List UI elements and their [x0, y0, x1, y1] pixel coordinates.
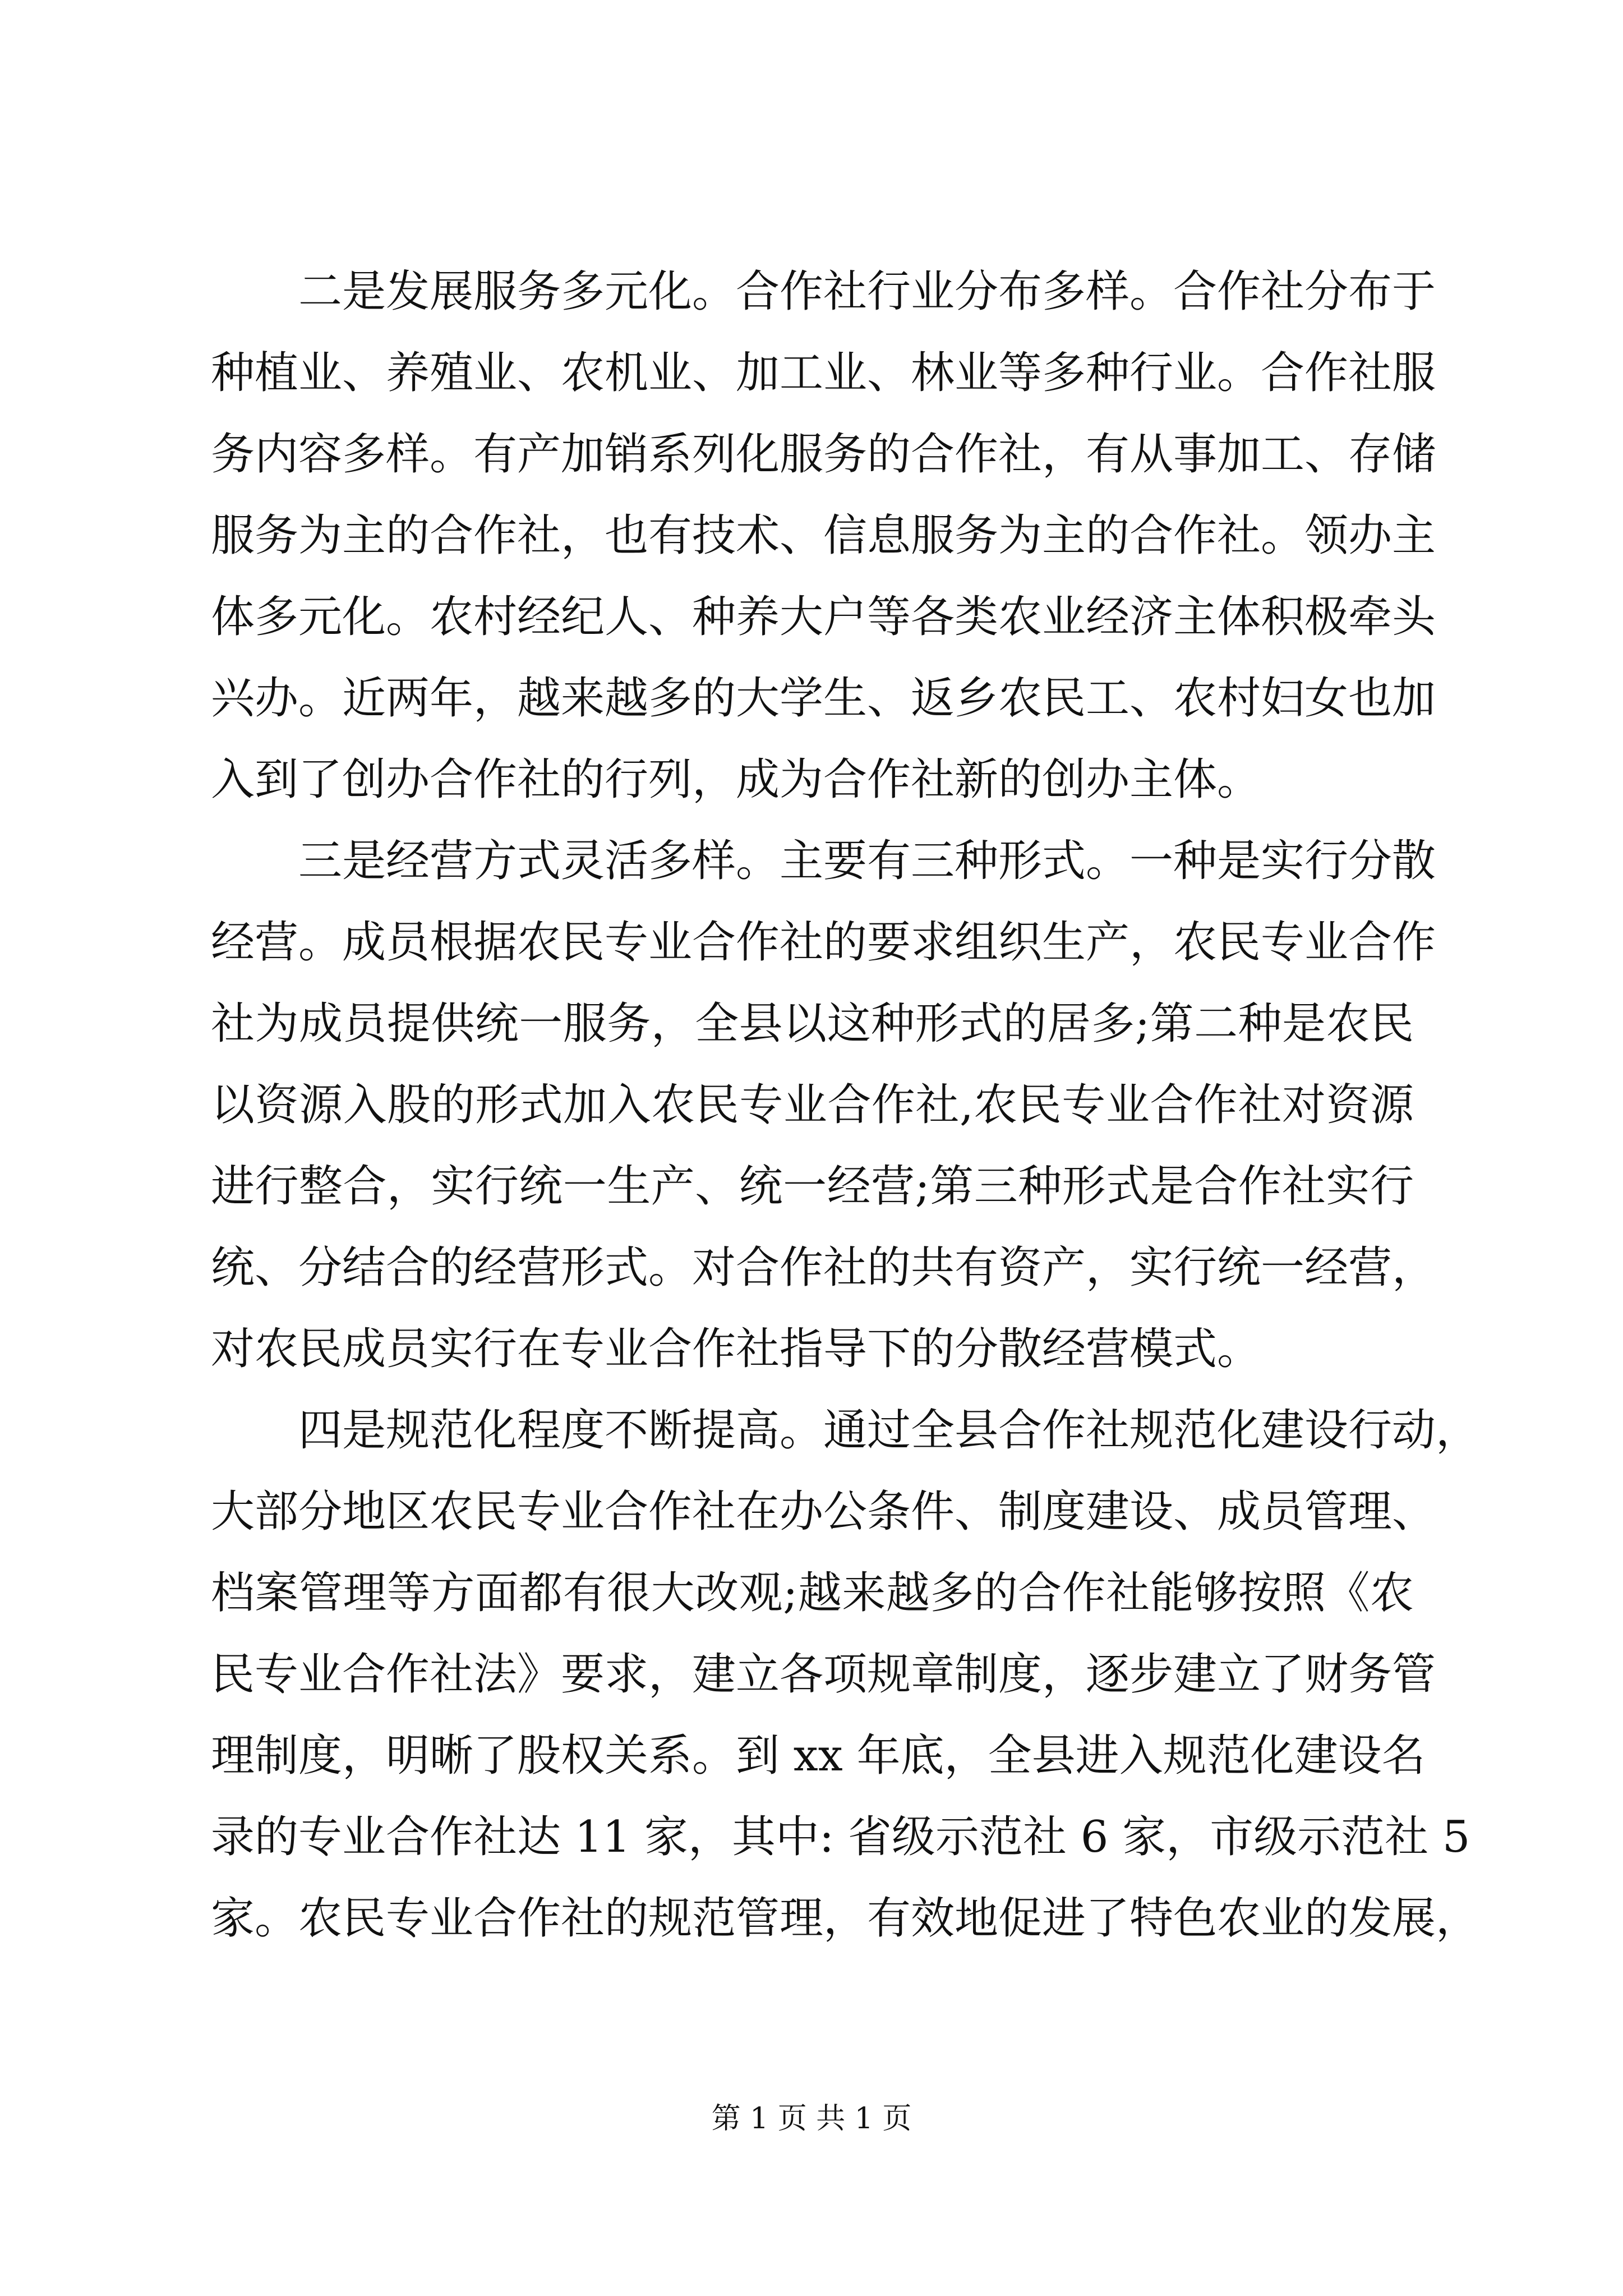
paragraph-line: 二是发展服务多元化。合作社行业分布多样。合作社分布于 — [298, 266, 1436, 317]
paragraph-line: 经营。成员根据农民专业合作社的要求组织生产，农民专业合作 — [211, 917, 1436, 968]
paragraph-line: 四是规范化程度不断提高。通过全县合作社规范化建设行动， — [298, 1405, 1480, 1456]
paragraph-line: 档案管理等方面都有很大改观;越来越多的合作社能够按照《农 — [211, 1568, 1414, 1618]
paragraph-line: 家。农民专业合作社的规范管理，有效地促进了特色农业的发展， — [211, 1893, 1480, 1944]
paragraph-line: 社为成员提供统一服务，全县以这种形式的居多;第二种是农民 — [211, 999, 1414, 1049]
paragraph-line: 以资源入股的形式加入农民专业合作社,农民专业合作社对资源 — [211, 1080, 1414, 1130]
paragraph-line: 入到了创办合作社的行列，成为合作社新的创办主体。 — [211, 754, 1261, 805]
paragraph-line: 对农民成员实行在专业合作社指导下的分散经营模式。 — [211, 1324, 1261, 1374]
document-body — [211, 251, 1480, 1959]
paragraph-line: 民专业合作社法》要求，建立各项规章制度，逐步建立了财务管 — [211, 1649, 1436, 1700]
paragraph-line: 务内容多样。有产加销系列化服务的合作社，有从事加工、存储 — [211, 429, 1436, 480]
paragraph-line: 统、分结合的经营形式。对合作社的共有资产，实行统一经营， — [211, 1243, 1436, 1293]
paragraph-line: 体多元化。农村经纪人、种养大户等各类农业经济主体积极牵头 — [211, 592, 1436, 642]
paragraph-line: 理制度，明晰了股权关系。到 xx 年底，全县进入规范化建设名 — [211, 1731, 1426, 1781]
paragraph-line: 三是经营方式灵活多样。主要有三种形式。一种是实行分散 — [298, 836, 1436, 886]
paragraph-line: 录的专业合作社达 11 家，其中: 省级示范社 6 家，市级示范社 5 — [211, 1812, 1470, 1862]
paragraph-line: 服务为主的合作社，也有技术、信息服务为主的合作社。领办主 — [211, 510, 1436, 561]
paragraph-line: 兴办。近两年，越来越多的大学生、返乡农民工、农村妇女也加 — [211, 673, 1436, 724]
paragraph-line: 大部分地区农民专业合作社在办公条件、制度建设、成员管理、 — [211, 1487, 1436, 1537]
page-number-footer: 第 1 页 共 1 页 — [711, 2102, 912, 2136]
paragraph-line: 种植业、养殖业、农机业、加工业、林业等多种行业。合作社服 — [211, 348, 1436, 398]
paragraph-line: 进行整合，实行统一生产、统一经营;第三种形式是合作社实行 — [211, 1161, 1414, 1212]
